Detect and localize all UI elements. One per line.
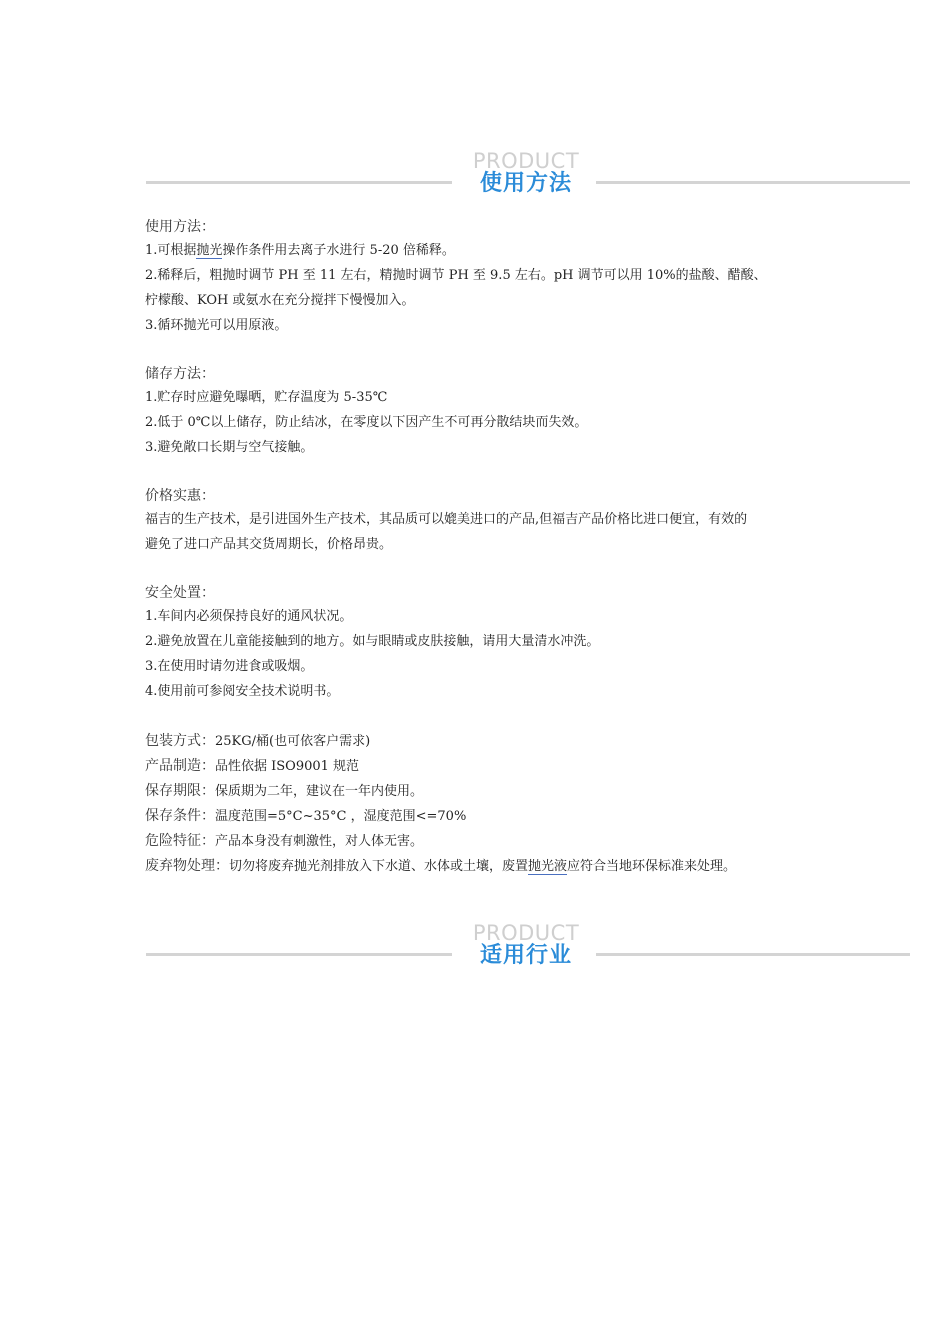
polish-liquid-link[interactable]: 抛光液 bbox=[528, 859, 568, 874]
text: 1.可根据 bbox=[145, 243, 197, 258]
text: 操作条件用去离子水进行 5-20 倍稀释。 bbox=[222, 243, 455, 258]
banner-english-title: PRODUCT bbox=[472, 921, 580, 945]
divider-line bbox=[596, 953, 910, 956]
price-heading: 价格实惠： bbox=[145, 488, 215, 504]
spec-label: 保存条件： bbox=[145, 808, 215, 824]
spec-value: 产品本身没有刺激性，对人体无害。 bbox=[215, 834, 424, 849]
polish-link[interactable]: 抛光 bbox=[196, 243, 223, 258]
safety-heading: 安全处置： bbox=[145, 585, 215, 601]
price-line-2: 避免了进口产品其交货周期长，价格昂贵。 bbox=[145, 537, 393, 552]
spec-value: 切勿将废弃抛光剂排放入下水道、水体或土壤，废置 bbox=[229, 859, 529, 874]
banner-english-title: PRODUCT bbox=[472, 149, 580, 173]
divider-line bbox=[146, 953, 452, 956]
safety-line-1: 1.车间内必须保持良好的通风状况。 bbox=[145, 609, 353, 624]
usage-line-2b: 柠檬酸、KOH 或氨水在充分搅拌下慢慢加入。 bbox=[145, 293, 415, 308]
section-banner-industries bbox=[146, 922, 910, 982]
section-banner-usage bbox=[146, 150, 910, 210]
safety-line-2: 2.避免放置在儿童能接触到的地方。如与眼睛或皮肤接触，请用大量清水冲洗。 bbox=[145, 634, 600, 649]
spec-label: 危险特征： bbox=[145, 833, 215, 849]
safety-line-4: 4.使用前可参阅安全技术说明书。 bbox=[145, 684, 340, 699]
spec-waste bbox=[145, 854, 825, 879]
price-line-1: 福吉的生产技术，是引进国外生产技术，其品质可以媲美进口的产品,但福吉产品价格比进口便宜，有效的 bbox=[145, 512, 748, 527]
banner-chinese-title: 适用行业 bbox=[479, 943, 572, 968]
safety-section bbox=[145, 582, 825, 704]
storage-line-1: 1.贮存时应避免曝晒，贮存温度为 5-35℃ bbox=[145, 390, 388, 405]
price-section bbox=[145, 485, 825, 557]
spec-label: 产品制造： bbox=[145, 758, 215, 774]
storage-line-2: 2.低于 0℃以上储存，防止结冰，在零度以下因产生不可再分散结块而失效。 bbox=[145, 415, 588, 430]
spec-value: 品性依据 ISO9001 规范 bbox=[215, 759, 360, 774]
spec-manufacturing bbox=[145, 754, 825, 779]
divider-line bbox=[146, 181, 452, 184]
specs-section bbox=[145, 729, 825, 879]
spec-label: 包装方式： bbox=[145, 733, 215, 749]
product-info-content bbox=[145, 216, 825, 904]
divider-line bbox=[596, 181, 910, 184]
spec-value: 保质期为二年，建议在一年内使用。 bbox=[215, 784, 424, 799]
usage-heading: 使用方法： bbox=[145, 219, 215, 235]
spec-label: 保存期限： bbox=[145, 783, 215, 799]
spec-packaging bbox=[145, 729, 825, 754]
spec-hazard bbox=[145, 829, 825, 854]
storage-heading: 储存方法： bbox=[145, 366, 215, 382]
spec-value: 温度范围=5°C~35°C ，湿度范围<=70% bbox=[215, 809, 467, 824]
spec-label: 废弃物处理： bbox=[145, 858, 229, 874]
spec-storage-condition bbox=[145, 804, 825, 829]
banner-chinese-title: 使用方法 bbox=[479, 171, 572, 196]
storage-section bbox=[145, 363, 825, 460]
spec-value: 应符合当地环保标准来处理。 bbox=[567, 859, 737, 874]
usage-line-1 bbox=[145, 238, 825, 263]
safety-line-3: 3.在使用时请勿进食或吸烟。 bbox=[145, 659, 314, 674]
usage-line-2: 2.稀释后，粗抛时调节 PH 至 11 左右，精抛时调节 PH 至 9.5 左右。pH 调节可以用 10%的盐酸、醋酸、 bbox=[145, 268, 767, 283]
storage-line-3: 3.避免敞口长期与空气接触。 bbox=[145, 440, 314, 455]
spec-value: 25KG/桶(也可依客户需求) bbox=[215, 734, 371, 749]
usage-section bbox=[145, 216, 825, 338]
spec-shelf-life bbox=[145, 779, 825, 804]
usage-line-3: 3.循环抛光可以用原液。 bbox=[145, 318, 288, 333]
